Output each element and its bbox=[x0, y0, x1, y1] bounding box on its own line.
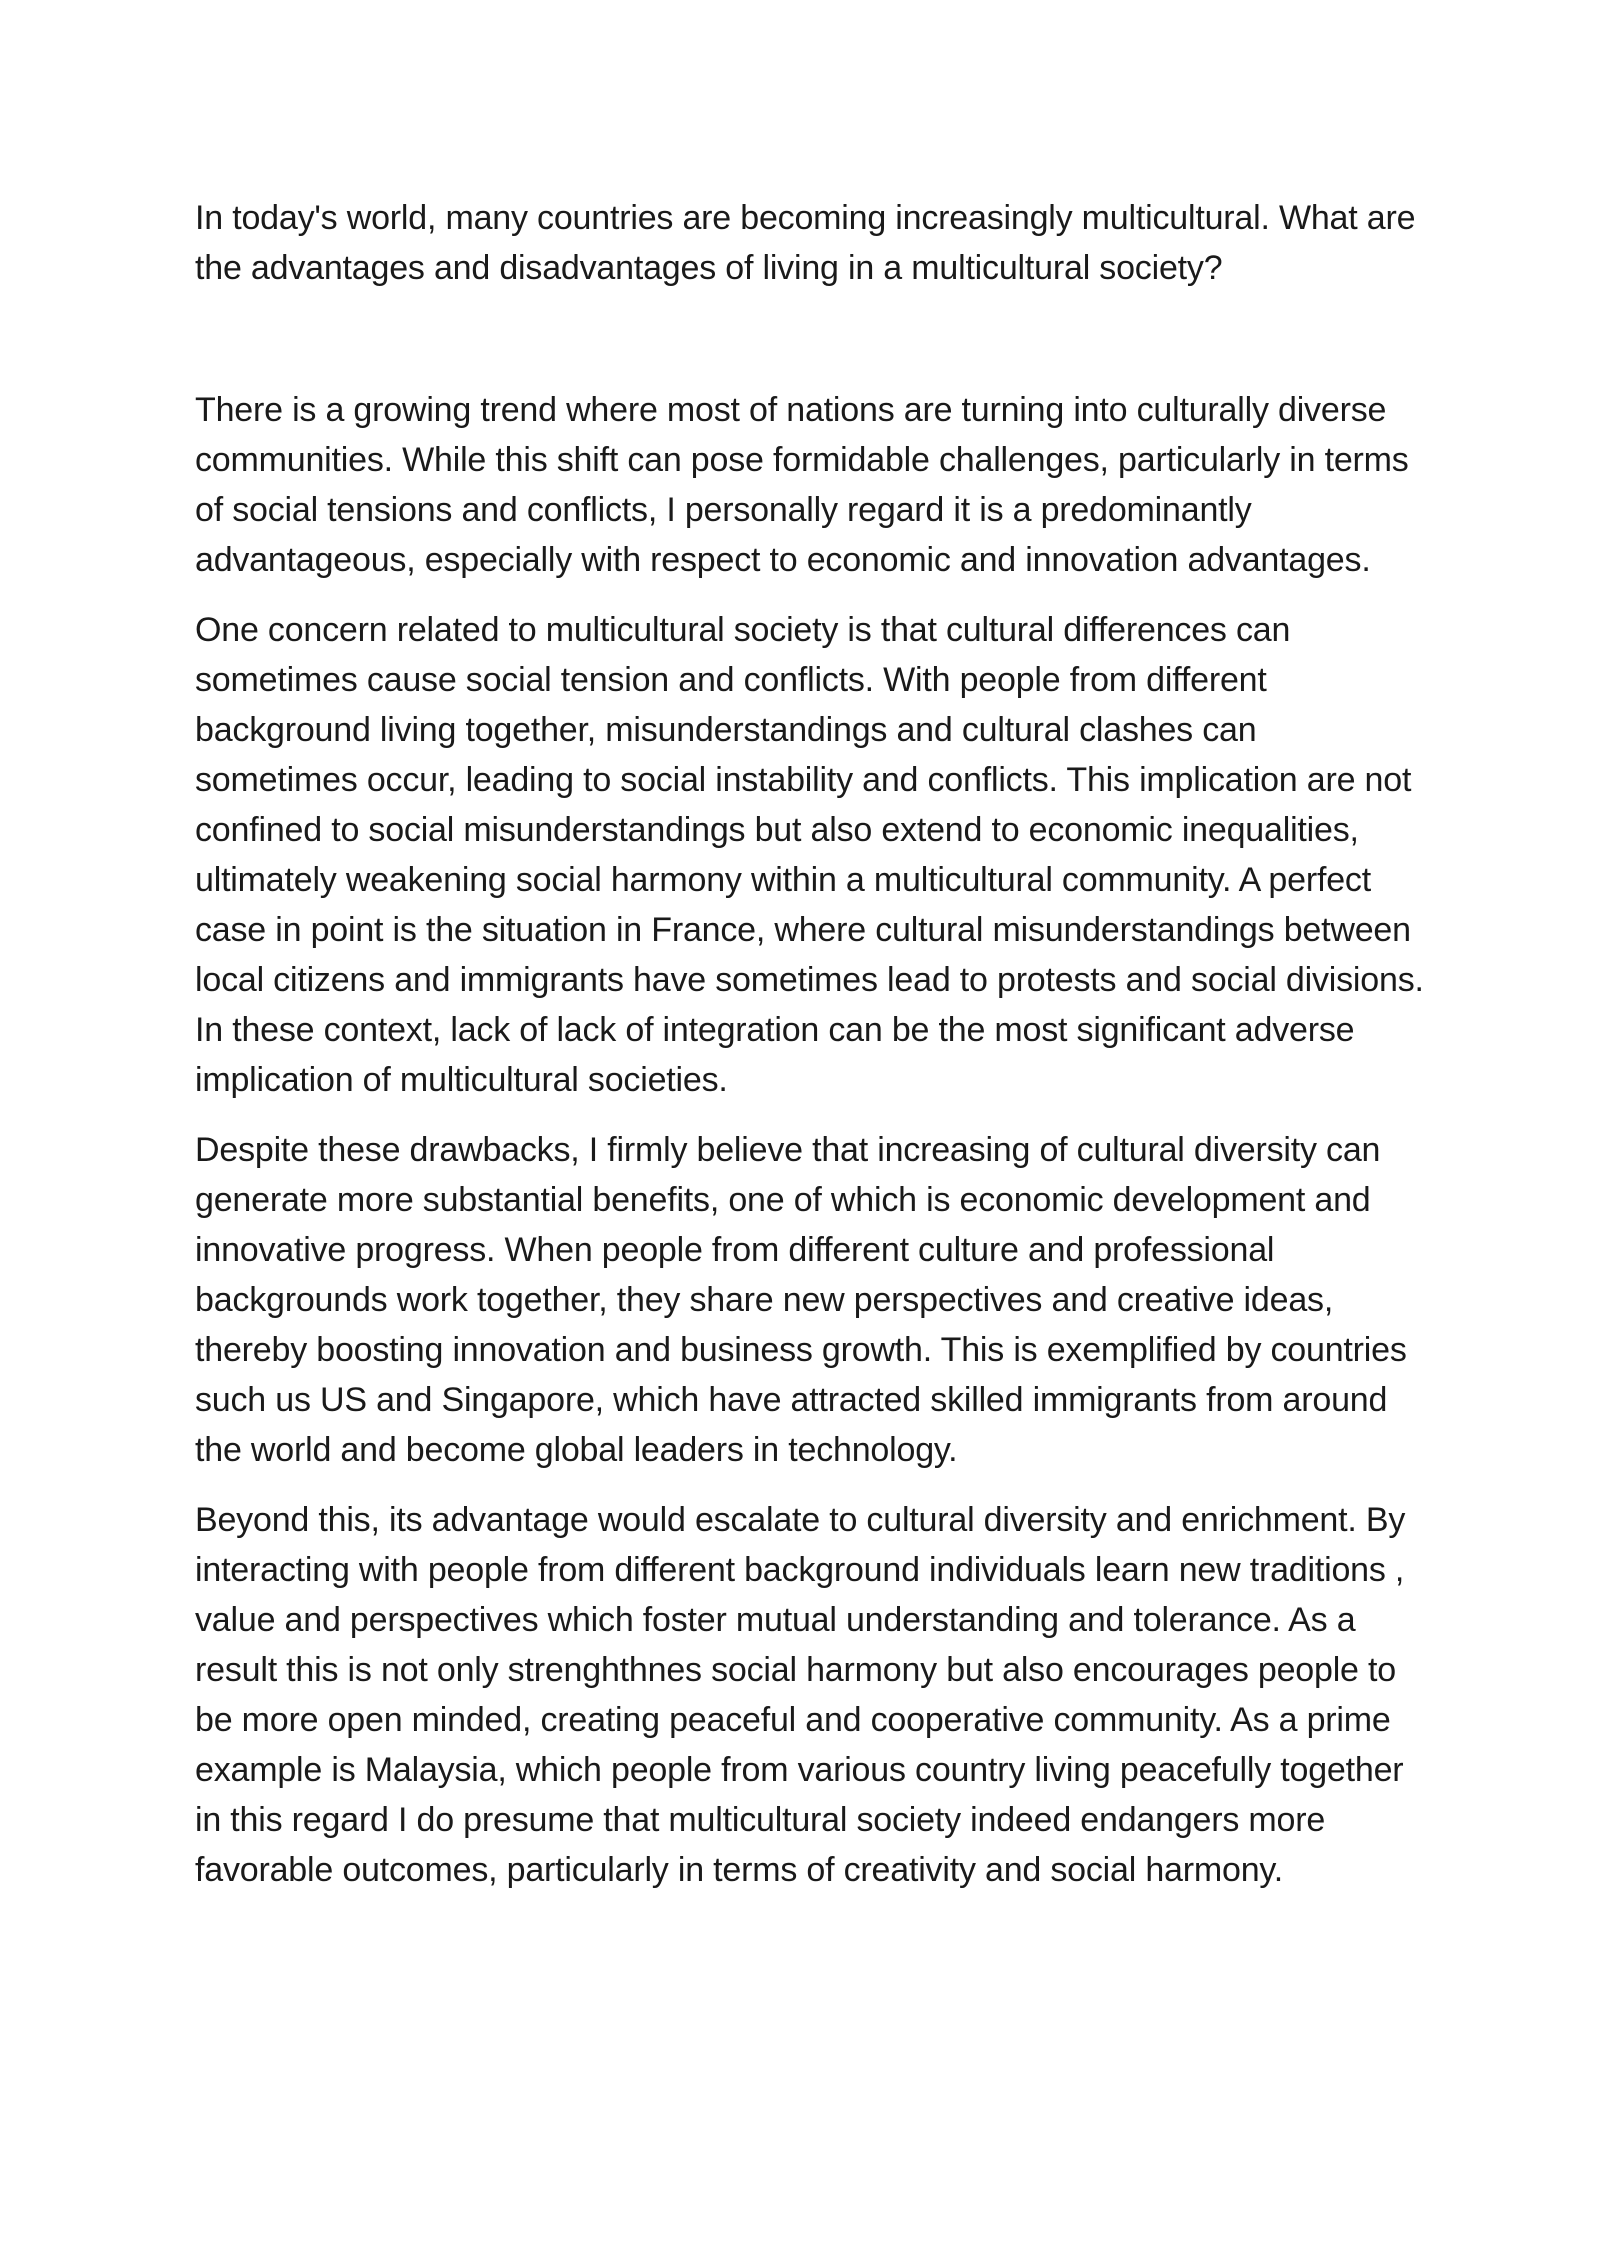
essay-question: In today's world, many countries are becoming increasingly multicultural. What are the advantages and disadvantages of living in a multicultural society? bbox=[195, 199, 1416, 287]
paragraph-disadvantage: One concern related to multicultural society is that cultural differences can sometimes cause social tension and conflicts. With people from different background living together, misunderstandings and cultural clashes can sometimes occur, leading to social instability and conflicts. This implication are not confined to social misunderstandings but also extend to economic inequalities, ultimately weakening social harmony within a multicultural community. A perfect case in point is the situation in France, where cultural misunderstandings between local citizens and immigrants have sometimes lead to protests and social divisions. In these context, lack of lack of integration can be the most significant adverse implication of multicultural societies. bbox=[195, 611, 1424, 1099]
essay-body bbox=[195, 385, 1425, 1915]
paragraph-advantage-economic: Despite these drawbacks, I firmly believe that increasing of cultural diversity can generate more substantial benefits, one of which is economic development and innovative progress. When people from different culture and professional backgrounds work together, they share new perspectives and creative ideas, thereby boosting innovation and business growth. This is exemplified by countries such us US and Singapore, which have attracted skilled immigrants from around the world and become global leaders in technology. bbox=[195, 1131, 1407, 1469]
paragraph-introduction: There is a growing trend where most of nations are turning into culturally diverse communities. While this shift can pose formidable challenges, particularly in terms of social tensions and conflicts, I personally regard it is a predominantly advantageous, especially with respect to economic and innovation advantages. bbox=[195, 391, 1409, 579]
paragraph-advantage-cultural: Beyond this, its advantage would escalate to cultural diversity and enrichment. By interacting with people from different background individuals learn new traditions , value and perspectives which foster mutual understanding and tolerance. As a result this is not only strenghthnes social harmony but also encourages people to be more open minded, creating peaceful and cooperative community. As a prime example is Malaysia, which people from various country living peacefully together in this regard I do presume that multicultural society indeed endangers more favorable outcomes, particularly in terms of creativity and social harmony. bbox=[195, 1501, 1406, 1889]
